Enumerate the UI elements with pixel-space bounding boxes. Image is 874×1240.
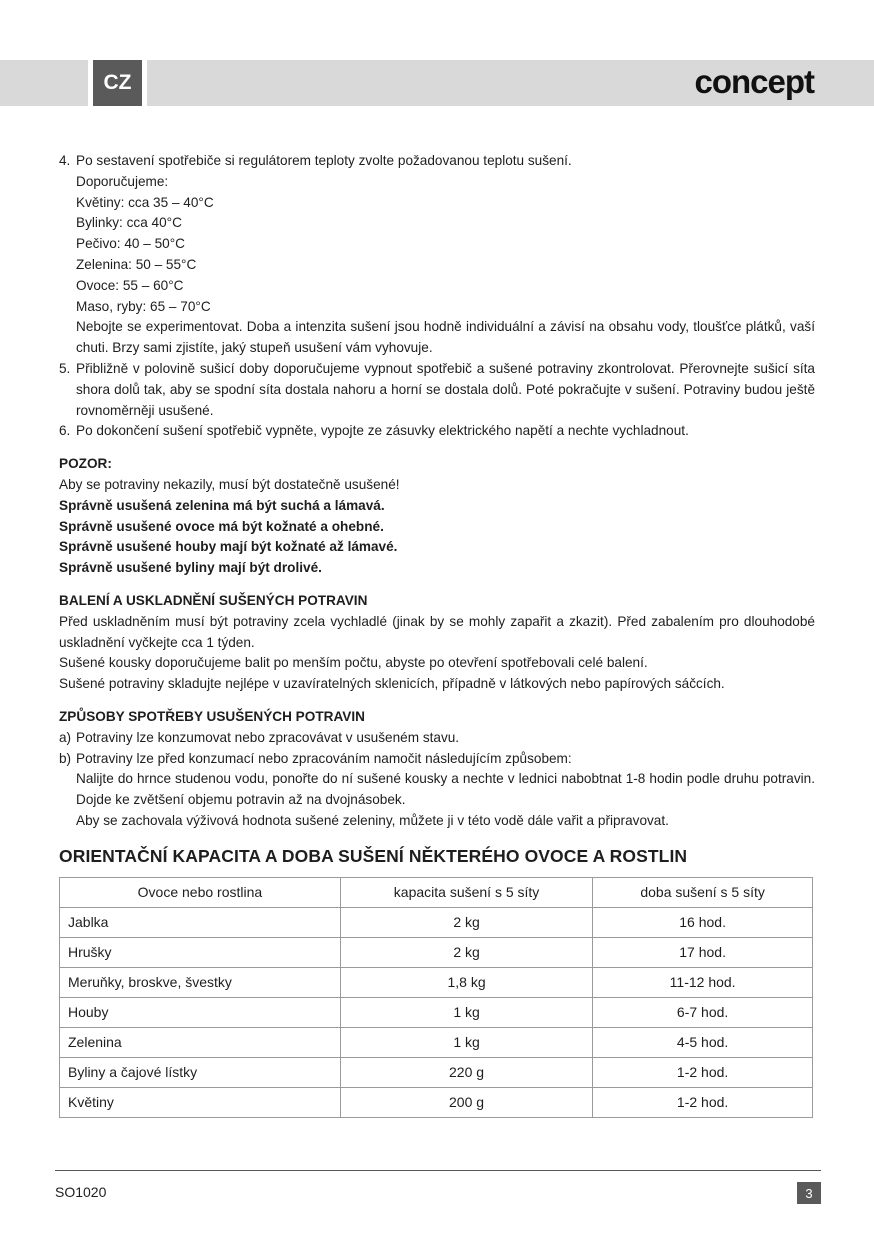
- recommendation-line: Maso, ryby: 65 – 70°C: [76, 298, 211, 314]
- step-number: 5.: [59, 360, 71, 376]
- capacity-cell: 200 g: [340, 1087, 592, 1117]
- plant-cell: Květiny: [60, 1087, 341, 1117]
- column-header: doba sušení s 5 síty: [593, 877, 813, 907]
- consumption-item-b: [59, 749, 815, 770]
- storage-paragraph: Sušené potraviny skladujte nejlépe v uzavíratelných sklenicích, případně v látkových nebo papírových sáčcích.: [59, 676, 725, 692]
- table-row: [60, 907, 813, 937]
- step-5: [59, 359, 815, 421]
- capacity-cell: 220 g: [340, 1057, 592, 1087]
- storage-paragraph: Před uskladněním musí být potraviny zcela vychladlé (jinak by se mohly zapařit a zkazit). Před zabalením pro dlouhodobé uskladnění vyčkejte cca 1 týden.: [59, 613, 815, 650]
- duration-cell: 6-7 hod.: [593, 997, 813, 1027]
- item-text: Potraviny lze před konzumací nebo zpracováním namočit následujícím způsobem:: [76, 750, 572, 766]
- step-number: 6.: [59, 423, 71, 439]
- capacity-cell: 1 kg: [340, 997, 592, 1027]
- experiment-note: Nebojte se experimentovat. Doba a intenzita sušení jsou hodně individuální a závisí na obsahu vody, tloušťce plátků, vaší chuti. Brzy sami zjistíte, jaký stupeň usušení vám vyhovuje.: [76, 319, 815, 356]
- capacity-cell: 1 kg: [340, 1027, 592, 1057]
- table-title: ORIENTAČNÍ KAPACITA A DOBA SUŠENÍ NĚKTERÉHO OVOCE A ROSTLIN: [59, 845, 688, 866]
- table-row: [60, 967, 813, 997]
- warning-intro: Aby se potraviny nekazily, musí být dostatečně usušené!: [59, 476, 400, 492]
- warning-line: Správně usušené houby mají být kožnaté až lámavé.: [59, 539, 398, 555]
- consumption-item-a: [59, 728, 815, 749]
- table-header-row: [60, 877, 813, 907]
- column-header: Ovoce nebo rostlina: [60, 877, 341, 907]
- step-text: Přibližně v polovině sušicí doby doporučujeme vypnout spotřebič a sušené potraviny zkontrolovat. Přerovnejte sušicí síta shora dolů tak, aby se spodní síta dostala nahoru a horní se dostala dolů. Poté pokračujte v sušení. Potraviny budou ještě rovnoměrněji usušené.: [76, 360, 815, 418]
- recommendation-line: Pečivo: 40 – 50°C: [76, 236, 185, 252]
- plant-cell: Jablka: [60, 907, 341, 937]
- soaking-note: Aby se zachovala výživová hodnota sušené zeleniny, můžete ji v této vodě dále vařit a připravovat.: [76, 812, 669, 828]
- storage-section: [59, 591, 815, 695]
- duration-cell: 4-5 hod.: [593, 1027, 813, 1057]
- table-row: [60, 997, 813, 1027]
- duration-cell: 17 hod.: [593, 937, 813, 967]
- header-bar-left: [0, 60, 88, 106]
- brand-logo: concept: [694, 63, 814, 100]
- step-text: Po dokončení sušení spotřebič vypněte, vypojte ze zásuvky elektrického napětí a nechte vychladnout.: [76, 423, 689, 439]
- capacity-cell: 1,8 kg: [340, 967, 592, 997]
- consumption-section: [59, 707, 815, 832]
- step-4: [59, 151, 815, 359]
- duration-cell: 1-2 hod.: [593, 1057, 813, 1087]
- warning-section: [59, 454, 815, 579]
- plant-cell: Zelenina: [60, 1027, 341, 1057]
- capacity-cell: 2 kg: [340, 937, 592, 967]
- item-mark: a): [59, 729, 72, 745]
- recommendation-line: Květiny: cca 35 – 40°C: [76, 194, 214, 210]
- model-number: SO1020: [55, 1184, 107, 1200]
- warning-title: POZOR:: [59, 456, 112, 472]
- page-content: [59, 151, 815, 1118]
- soaking-instructions: Nalijte do hrnce studenou vodu, ponořte do ní sušené kousky a nechte v lednici nabobtnat 1-8 hodin podle druhu potravin. Dojde ke zvětšení objemu potravin až na dvojnásobek.: [76, 771, 815, 808]
- duration-cell: 11-12 hod.: [593, 967, 813, 997]
- warning-line: Správně usušená zelenina má být suchá a lámavá.: [59, 497, 385, 513]
- recommendation-list: [76, 172, 815, 359]
- consumption-title: ZPŮSOBY SPOTŘEBY USUŠENÝCH POTRAVIN: [59, 708, 365, 724]
- table-row: [60, 1087, 813, 1117]
- item-text: Potraviny lze konzumovat nebo zpracovávat v usušeném stavu.: [76, 729, 460, 745]
- capacity-cell: 2 kg: [340, 907, 592, 937]
- recommendation-line: Ovoce: 55 – 60°C: [76, 277, 184, 293]
- plant-cell: Hrušky: [60, 937, 341, 967]
- plant-cell: Meruňky, broskve, švestky: [60, 967, 341, 997]
- warning-line: Správně usušené ovoce má být kožnaté a ohebné.: [59, 518, 384, 534]
- recommendation-line: Zelenina: 50 – 55°C: [76, 256, 197, 272]
- storage-title: BALENÍ A USKLADNĚNÍ SUŠENÝCH POTRAVIN: [59, 592, 368, 608]
- capacity-table: [59, 877, 813, 1118]
- step-number: 4.: [59, 153, 71, 168]
- column-header: kapacita sušení s 5 síty: [340, 877, 592, 907]
- item-mark: b): [59, 750, 72, 766]
- storage-paragraph: Sušené kousky doporučujeme balit po menším počtu, abyste po otevření spotřebovali celé balení.: [59, 655, 648, 671]
- duration-cell: 16 hod.: [593, 907, 813, 937]
- warning-line: Správně usušené byliny mají být drolivé.: [59, 560, 322, 576]
- step-text: Po sestavení spotřebiče si regulátorem teploty zvolte požadovanou teplotu sušení.: [76, 153, 572, 168]
- plant-cell: Byliny a čajové lístky: [60, 1057, 341, 1087]
- recommendation-line: Bylinky: cca 40°C: [76, 215, 182, 231]
- plant-cell: Houby: [60, 997, 341, 1027]
- duration-cell: 1-2 hod.: [593, 1087, 813, 1117]
- step-6: [59, 421, 815, 442]
- language-badge: CZ: [93, 60, 142, 106]
- table-row: [60, 1027, 813, 1057]
- table-row: [60, 1057, 813, 1087]
- page-number: 3: [797, 1182, 821, 1204]
- footer-divider: [55, 1170, 821, 1171]
- table-row: [60, 937, 813, 967]
- recommendation-line: Doporučujeme:: [76, 173, 169, 189]
